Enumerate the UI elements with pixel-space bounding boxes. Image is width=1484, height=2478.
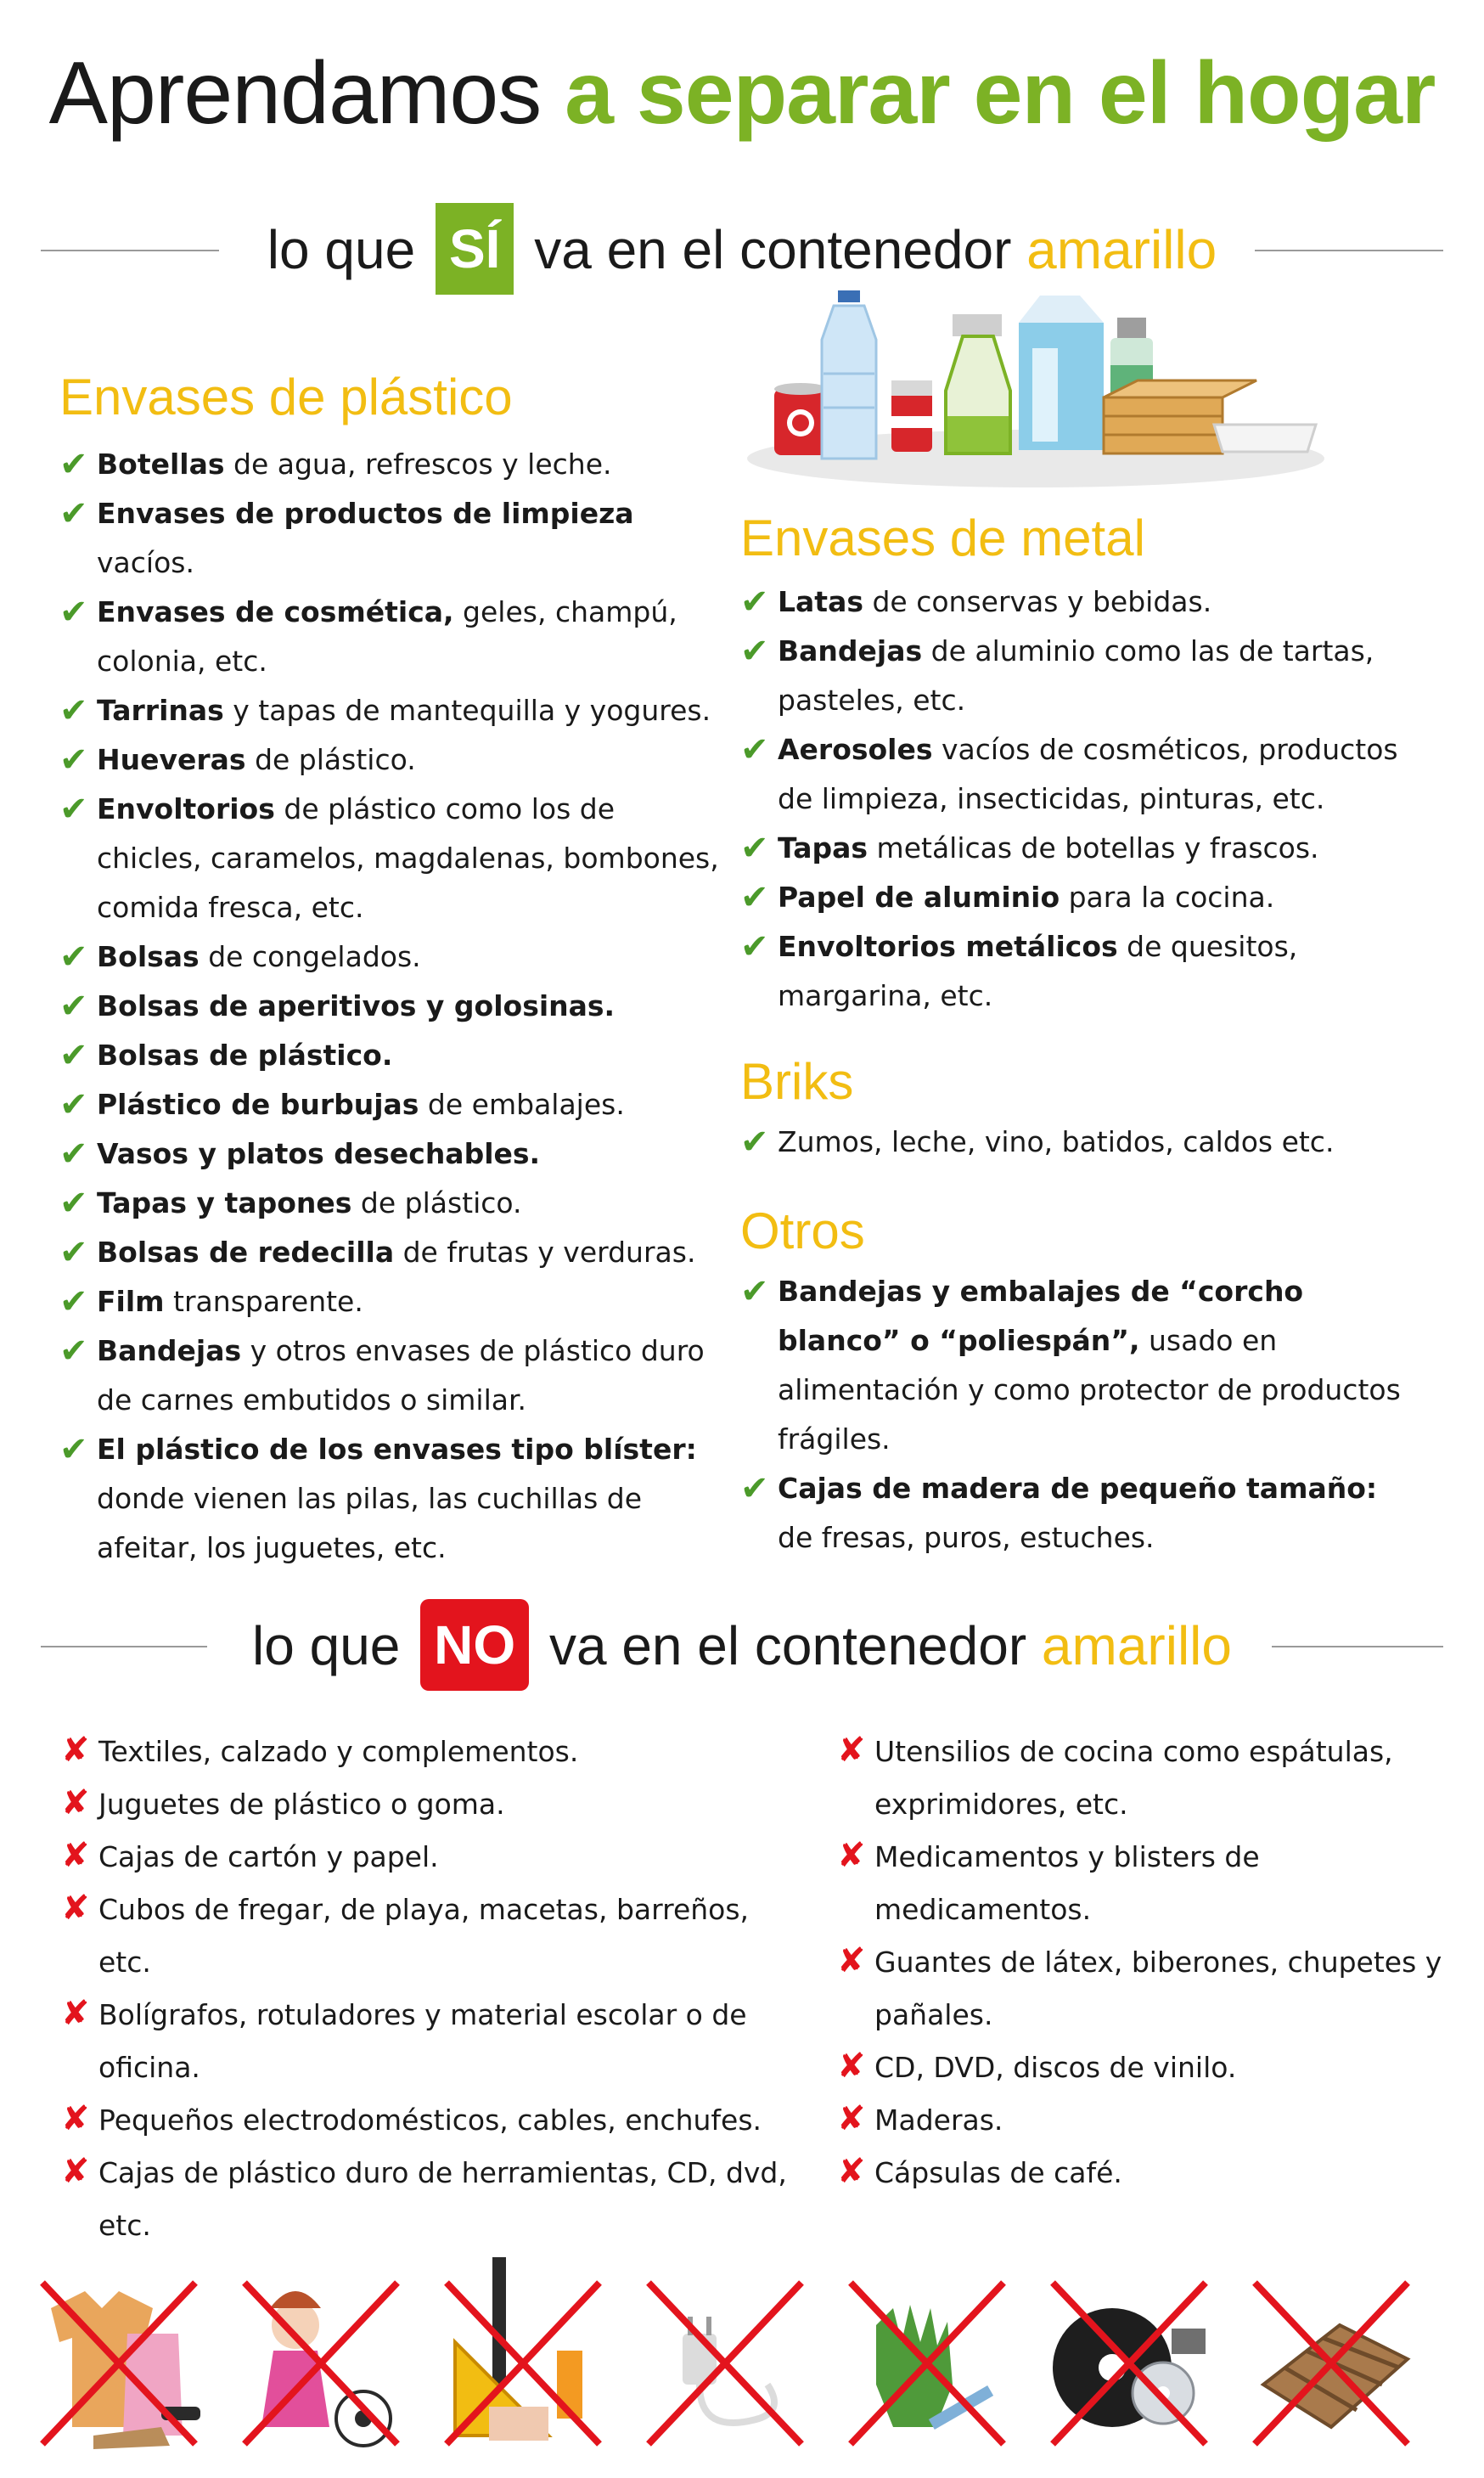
electric-plug-icon bbox=[640, 2257, 810, 2461]
list-item bbox=[59, 1425, 722, 1573]
item-bold-text: Cajas de madera de pequeño tamaño: bbox=[778, 1472, 1378, 1505]
check-icon: ✔ bbox=[59, 790, 88, 829]
list-item bbox=[837, 2094, 1448, 2147]
item-text: Pequeños electrodomésticos, cables, enchufes. bbox=[98, 2103, 762, 2137]
stationery-icon bbox=[438, 2257, 608, 2461]
no-section-header bbox=[0, 1586, 1484, 1705]
metal-section bbox=[740, 510, 1419, 1021]
cross-icon: ✘ bbox=[61, 2099, 90, 2138]
check-icon: ✔ bbox=[59, 1282, 88, 1321]
item-text: Textiles, calzado y complementos. bbox=[98, 1735, 579, 1768]
list-item bbox=[740, 873, 1419, 922]
list-item bbox=[837, 2042, 1448, 2094]
item-bold-text: Envases de productos de limpieza bbox=[97, 497, 634, 530]
list-item bbox=[61, 1884, 791, 1989]
item-bold-text: Film bbox=[97, 1285, 165, 1318]
item-text: de fresas, puros, estuches. bbox=[778, 1521, 1155, 1554]
check-icon: ✔ bbox=[59, 1135, 88, 1174]
list-item bbox=[59, 1228, 722, 1277]
list-item bbox=[61, 1831, 791, 1884]
list-item bbox=[740, 725, 1419, 824]
list-item bbox=[61, 2094, 791, 2147]
check-icon: ✔ bbox=[59, 1036, 88, 1075]
item-bold-text: Envoltorios bbox=[97, 792, 275, 825]
no-badge: NO bbox=[420, 1599, 529, 1691]
water-bottle-icon bbox=[822, 290, 876, 459]
item-bold-text: Tapas bbox=[778, 831, 868, 864]
item-bold-text: Envases de cosmética, bbox=[97, 595, 454, 628]
check-icon: ✔ bbox=[59, 445, 88, 484]
cross-icon: ✘ bbox=[61, 1994, 90, 2033]
metal-title: Envases de metal bbox=[740, 510, 1145, 566]
briks-section bbox=[740, 1053, 1419, 1167]
list-item bbox=[59, 735, 722, 785]
list-item bbox=[740, 922, 1419, 1021]
list-item bbox=[837, 1726, 1448, 1831]
item-bold-text: Tapas y tapones bbox=[97, 1186, 352, 1219]
plastico-section bbox=[59, 369, 722, 1573]
item-bold-text: Bolsas de aperitivos y golosinas. bbox=[97, 989, 616, 1022]
item-bold-text: Envoltorios metálicos bbox=[778, 930, 1118, 963]
metal-list bbox=[740, 577, 1419, 1021]
list-item bbox=[59, 982, 722, 1031]
gloves-syringe-icon bbox=[842, 2257, 1012, 2461]
list-item bbox=[59, 1031, 722, 1080]
list-item bbox=[740, 1118, 1419, 1167]
item-text: de conservas y bebidas. bbox=[863, 585, 1212, 618]
cross-icon: ✘ bbox=[837, 1941, 866, 1980]
list-item bbox=[740, 627, 1419, 725]
list-item bbox=[59, 785, 722, 932]
wood-pallet-icon bbox=[1246, 2257, 1416, 2461]
cross-icon: ✘ bbox=[61, 2152, 90, 2191]
item-text: usado en alimentación y como protector de productos frágiles. bbox=[778, 1324, 1401, 1456]
list-item bbox=[740, 1267, 1419, 1464]
item-text: de quesitos, margarina, etc. bbox=[778, 930, 1298, 1012]
list-item bbox=[59, 1080, 722, 1129]
item-bold-text: Bolsas bbox=[97, 940, 200, 973]
list-item bbox=[59, 1179, 722, 1228]
item-text: CD, DVD, discos de vinilo. bbox=[874, 2051, 1237, 2084]
clothes-icon bbox=[34, 2257, 204, 2461]
check-icon: ✔ bbox=[59, 987, 88, 1026]
list-item bbox=[59, 686, 722, 735]
no-left-column bbox=[61, 1726, 791, 2252]
item-text: Utensilios de cocina como espátulas, exprimidores, etc. bbox=[874, 1735, 1393, 1821]
check-icon: ✔ bbox=[59, 691, 88, 730]
cross-icon: ✘ bbox=[837, 2152, 866, 2191]
cross-icon: ✘ bbox=[837, 1836, 866, 1875]
item-bold-text: Bolsas de redecilla bbox=[97, 1236, 395, 1269]
check-icon: ✔ bbox=[59, 1233, 88, 1272]
check-icon: ✔ bbox=[740, 730, 769, 769]
check-icon: ✔ bbox=[59, 1184, 88, 1223]
no-right-column bbox=[837, 1726, 1448, 2199]
list-item bbox=[61, 2147, 791, 2252]
page-title bbox=[0, 44, 1484, 143]
cross-icon: ✘ bbox=[61, 1889, 90, 1928]
cross-icon: ✘ bbox=[837, 2047, 866, 2086]
list-item bbox=[61, 1778, 791, 1831]
cross-icon: ✘ bbox=[837, 2099, 866, 2138]
item-text: de plástico. bbox=[351, 1186, 522, 1219]
list-item bbox=[837, 1936, 1448, 2042]
cross-icon: ✘ bbox=[837, 1731, 866, 1770]
check-icon: ✔ bbox=[59, 741, 88, 780]
item-text: metálicas de botellas y frascos. bbox=[868, 831, 1319, 864]
item-bold-text: Bandejas y embalajes de “corcho blanco” o “poliespán”, bbox=[778, 1275, 1304, 1357]
item-bold-text: Latas bbox=[778, 585, 863, 618]
si-header-middle: va en el contenedor bbox=[534, 219, 1012, 280]
check-icon: ✔ bbox=[740, 1123, 769, 1162]
list-item bbox=[61, 1726, 791, 1778]
item-bold-text: Botellas bbox=[97, 448, 225, 481]
plastico-list bbox=[59, 440, 722, 1573]
list-item bbox=[740, 577, 1419, 627]
check-icon: ✔ bbox=[59, 494, 88, 533]
item-text: de plástico. bbox=[245, 743, 416, 776]
plastico-title: Envases de plástico bbox=[59, 369, 513, 425]
list-item bbox=[59, 1129, 722, 1179]
check-icon: ✔ bbox=[740, 583, 769, 622]
item-text: donde vienen las pilas, las cuchillas de afeitar, los juguetes, etc. bbox=[97, 1482, 643, 1564]
spray-bottle-icon bbox=[946, 314, 1010, 453]
si-badge: SÍ bbox=[436, 203, 514, 295]
si-header-highlight: amarillo bbox=[1026, 219, 1217, 280]
item-bold-text: Aerosoles bbox=[778, 733, 933, 766]
item-text: de embalajes. bbox=[419, 1088, 625, 1121]
list-item bbox=[61, 1989, 791, 2094]
list-item bbox=[59, 1326, 722, 1425]
list-item bbox=[59, 489, 722, 588]
item-bold-text: Papel de aluminio bbox=[778, 881, 1060, 914]
title-part1: Aprendamos bbox=[48, 44, 542, 143]
check-icon: ✔ bbox=[740, 1272, 769, 1311]
item-text: Cubos de fregar, de playa, macetas, barreños, etc. bbox=[98, 1893, 750, 1979]
no-left-list bbox=[61, 1726, 791, 2252]
list-item bbox=[59, 588, 722, 686]
item-text: geles, champú, colonia, etc. bbox=[97, 595, 677, 678]
vinyl-cd-icon bbox=[1044, 2257, 1214, 2461]
tomato-can-icon bbox=[774, 383, 827, 455]
toys-icon bbox=[236, 2257, 406, 2461]
item-text: de aluminio como las de tartas, pasteles, etc. bbox=[778, 634, 1374, 717]
item-text: Juguetes de plástico o goma. bbox=[98, 1788, 505, 1821]
milk-carton-icon bbox=[1019, 296, 1104, 450]
item-text: vacíos de cosméticos, productos de limpieza, insecticidas, pinturas, etc. bbox=[778, 733, 1398, 815]
cross-icon: ✘ bbox=[61, 1783, 90, 1822]
list-item bbox=[740, 1464, 1419, 1563]
item-bold-text: Bandejas bbox=[97, 1334, 242, 1367]
item-text: Zumos, leche, vino, batidos, caldos etc. bbox=[778, 1125, 1335, 1158]
no-header-highlight: amarillo bbox=[1041, 1615, 1232, 1676]
item-text: y tapas de mantequilla y yogures. bbox=[223, 694, 711, 727]
item-text: para la cocina. bbox=[1060, 881, 1275, 914]
item-bold-text: El plástico de los envases tipo blíster: bbox=[97, 1433, 697, 1466]
packaging-illustration bbox=[739, 289, 1333, 493]
item-bold-text: Vasos y platos desechables. bbox=[97, 1137, 541, 1170]
item-bold-text: Hueveras bbox=[97, 743, 246, 776]
check-icon: ✔ bbox=[59, 938, 88, 977]
item-text: de frutas y verduras. bbox=[394, 1236, 696, 1269]
no-header-middle: va en el contenedor bbox=[548, 1615, 1027, 1676]
check-icon: ✔ bbox=[740, 1469, 769, 1508]
check-icon: ✔ bbox=[740, 829, 769, 868]
check-icon: ✔ bbox=[59, 1085, 88, 1124]
foam-tray-icon bbox=[1214, 425, 1316, 452]
otros-section bbox=[740, 1202, 1419, 1563]
check-icon: ✔ bbox=[740, 927, 769, 966]
list-item bbox=[837, 1831, 1448, 1936]
item-text: Cajas de cartón y papel. bbox=[98, 1840, 439, 1873]
item-bold-text: Bolsas de plástico. bbox=[97, 1039, 393, 1072]
item-bold-text: Bandejas bbox=[778, 634, 923, 667]
list-item bbox=[740, 824, 1419, 873]
list-item bbox=[59, 440, 722, 489]
otros-list bbox=[740, 1267, 1419, 1563]
check-icon: ✔ bbox=[59, 593, 88, 632]
item-text: Maderas. bbox=[874, 2103, 1003, 2137]
item-text: de plástico como los de chicles, caramelos, magdalenas, bombones, comida fresca, etc. bbox=[97, 792, 719, 924]
item-text: y otros envases de plástico duro de carnes embutidos o similar. bbox=[97, 1334, 705, 1416]
no-header-prefix: lo que bbox=[252, 1615, 401, 1676]
excluded-items-icons bbox=[34, 2257, 1450, 2461]
list-item bbox=[59, 1277, 722, 1326]
check-icon: ✔ bbox=[59, 1332, 88, 1371]
otros-title: Otros bbox=[740, 1202, 865, 1259]
item-text: de congelados. bbox=[199, 940, 421, 973]
item-text: Medicamentos y blisters de medicamentos. bbox=[874, 1840, 1260, 1926]
item-text: de agua, refrescos y leche. bbox=[224, 448, 612, 481]
item-text: Guantes de látex, biberones, chupetes y pañales. bbox=[874, 1946, 1442, 2031]
briks-list bbox=[740, 1118, 1419, 1167]
check-icon: ✔ bbox=[740, 632, 769, 671]
briks-title: Briks bbox=[740, 1053, 854, 1110]
check-icon: ✔ bbox=[59, 1430, 88, 1469]
item-text: Cápsulas de café. bbox=[874, 2156, 1122, 2189]
item-text: Cajas de plástico duro de herramientas, CD, dvd, etc. bbox=[98, 2156, 787, 2242]
item-bold-text: Tarrinas bbox=[97, 694, 224, 727]
item-text: Bolígrafos, rotuladores y material escolar o de oficina. bbox=[98, 1998, 747, 2084]
si-header-prefix: lo que bbox=[267, 219, 416, 280]
list-item bbox=[59, 932, 722, 982]
item-text: vacíos. bbox=[97, 546, 194, 579]
item-text: transparente. bbox=[164, 1285, 363, 1318]
item-bold-text: Plástico de burbujas bbox=[97, 1088, 419, 1121]
list-item bbox=[837, 2147, 1448, 2199]
no-right-list bbox=[837, 1726, 1448, 2199]
title-part2: a separar en el hogar bbox=[565, 44, 1436, 143]
cross-icon: ✘ bbox=[61, 1731, 90, 1770]
soda-can-icon bbox=[891, 380, 932, 452]
check-icon: ✔ bbox=[740, 878, 769, 917]
cross-icon: ✘ bbox=[61, 1836, 90, 1875]
